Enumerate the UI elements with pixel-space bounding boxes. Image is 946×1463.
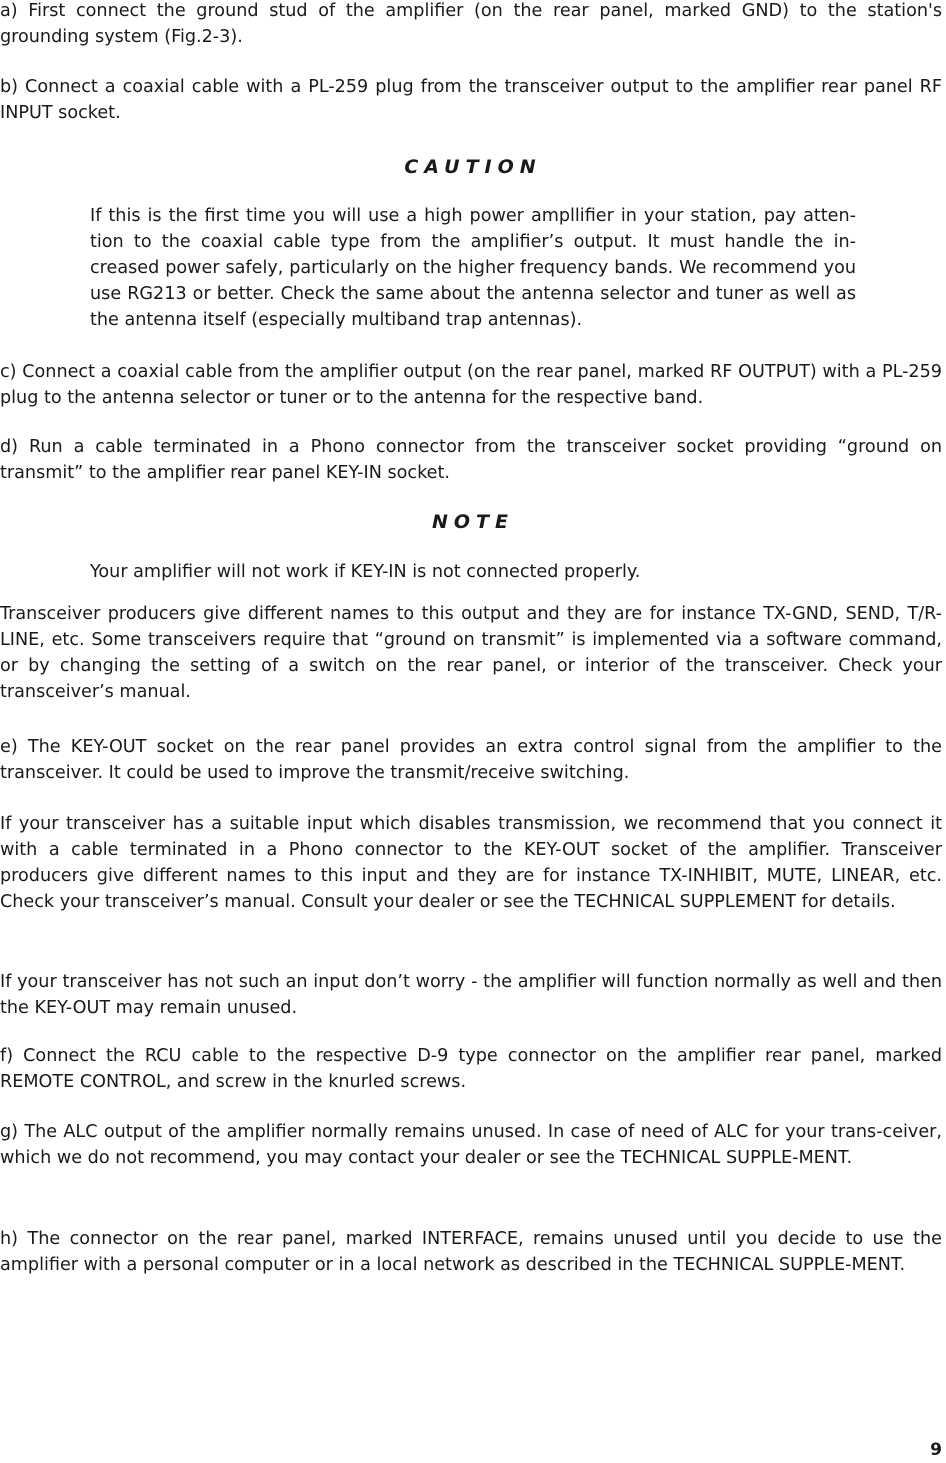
step-b-paragraph: b) Connect a coaxial cable with a PL-259 plug from the transceiver output to the amplifier rear panel RF INPUT socket. bbox=[0, 77, 942, 123]
page-number: 9 bbox=[930, 1440, 942, 1460]
note-text: Your amplifier will not work if KEY-IN is not connected properly. bbox=[90, 562, 641, 582]
step-e-paragraph: e) The KEY-OUT socket on the rear panel provides an extra control signal from the amplifier to the transceiver. It could be used to improve the transmit/receive switching. bbox=[0, 737, 942, 783]
note-heading: NOTE bbox=[432, 511, 514, 533]
step-c-paragraph: c) Connect a coaxial cable from the amplifier output (on the rear panel, marked RF OUTPUT) with a PL-259 plug to the antenna selector or tuner or to the antenna for the respective band. bbox=[0, 362, 942, 408]
step-g-paragraph: g) The ALC output of the amplifier normally remains unused. In case of need of ALC for your trans-ceiver, which we do not recommend, you may contact your dealer or see the TECHNICAL SUPPLE-MENT. bbox=[0, 1122, 942, 1168]
step-f-paragraph: f) Connect the RCU cable to the respective D-9 type connector on the amplifier rear panel, marked REMOTE CONTROL, and screw in the knurled screws. bbox=[0, 1046, 942, 1092]
step-d-paragraph: d) Run a cable terminated in a Phono connector from the transceiver socket providing “ground on transmit” to the amplifier rear panel KEY-IN socket. bbox=[0, 437, 942, 483]
step-a-paragraph: a) First connect the ground stud of the amplifier (on the rear panel, marked GND) to the station's grounding system (Fig.2-3). bbox=[0, 1, 942, 47]
transceiver-producers-paragraph: Transceiver producers give different names to this output and they are for instance TX-GND, SEND, T/R-LINE, etc. Some transceivers require that “ground on transmit” is implemented via a software command, or by changing the setting of a switch on the rear panel, or interior of the transceiver. Check your transceiver’s manual. bbox=[0, 604, 942, 702]
inhibit-input-paragraph: If your transceiver has a suitable input which disables transmission, we recommend that you connect it with a cable terminated in a Phono connector to the KEY-OUT socket of the amplifier. Transceiver producers give different names to this input and they are for instance TX-INHIBIT, MUTE, LINEAR, etc. Check your transceiver’s manual. Consult your dealer or see the TECHNICAL SUPPLEMENT for details. bbox=[0, 814, 942, 912]
no-input-paragraph: If your transceiver has not such an input don’t worry - the amplifier will function normally as well and then the KEY-OUT may remain unused. bbox=[0, 972, 942, 1018]
step-h-paragraph: h) The connector on the rear panel, marked INTERFACE, remains unused until you decide to use the amplifier with a personal computer or in a local network as described in the TECHNICAL SUPPLE-MENT. bbox=[0, 1229, 942, 1275]
caution-text: If this is the first time you will use a high power ampllifier in your station, pay atten-tion to the coaxial cable type from the amplifier’s output. It must handle the in-creased power safely, particularly on the higher frequency bands. We recommend you use RG213 or better. Check the same about the antenna selector and tuner as well as the antenna itself (especially multiband trap antennas). bbox=[90, 206, 856, 330]
caution-heading: CAUTION bbox=[404, 156, 542, 178]
